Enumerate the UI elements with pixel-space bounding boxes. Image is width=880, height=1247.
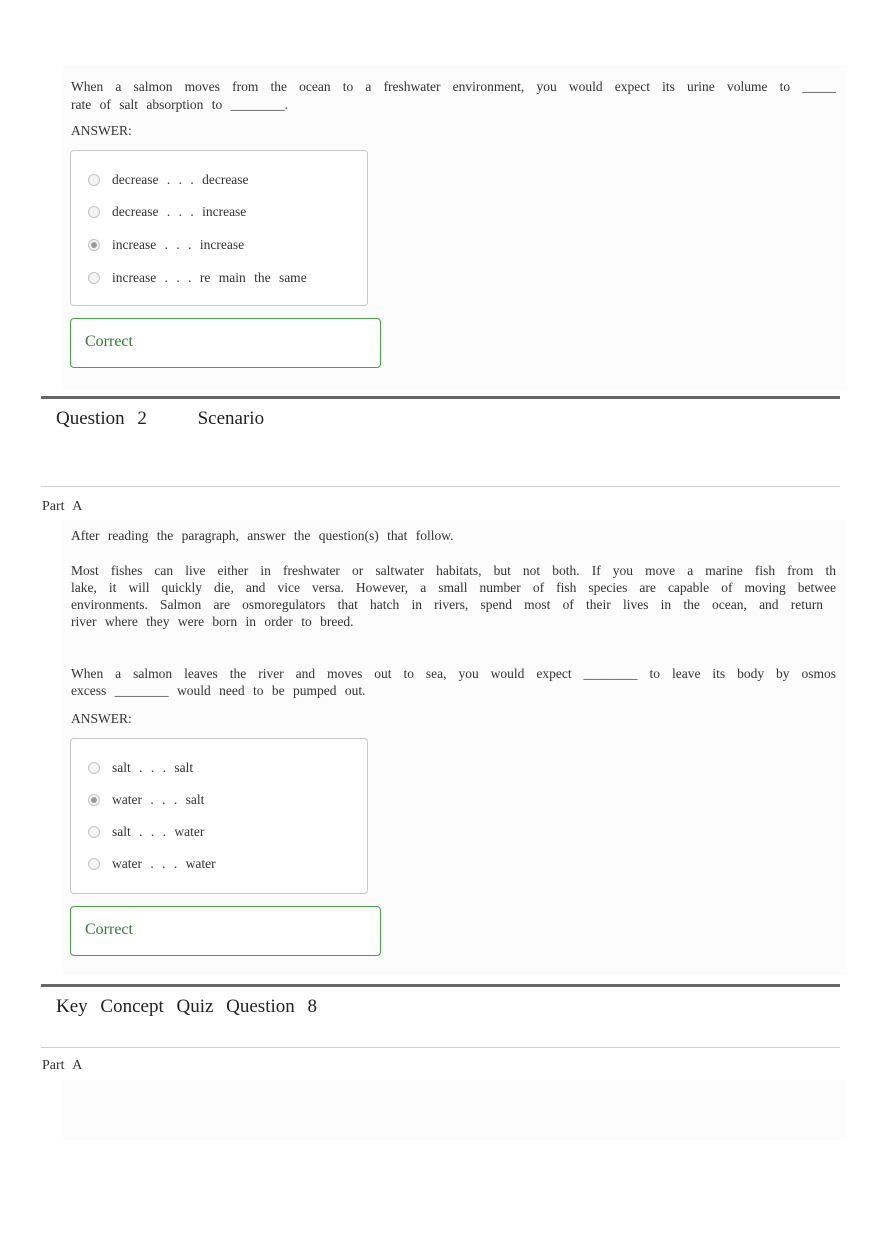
q3-title: Key Concept Quiz Question 8: [56, 996, 318, 1017]
q1-feedback-correct: [70, 318, 381, 368]
q2-prompt-line2: excess ________ would need to be pumped out.: [71, 683, 366, 698]
q2-subtitle: Scenario: [197, 408, 265, 429]
question3-panel: [62, 1080, 847, 1140]
q2-heading: [56, 408, 282, 430]
q2-choice-1[interactable]: [88, 758, 193, 778]
choice-label: salt . . . water: [112, 824, 205, 839]
q2-choice-3[interactable]: [88, 822, 204, 842]
choice-label: increase . . . increase: [112, 237, 245, 252]
q2-part-label: Part A: [42, 499, 83, 514]
q1-answer-label: ANSWER:: [71, 123, 132, 138]
q1-prompt-line2: rate of salt absorption to ________.: [71, 97, 288, 112]
q1-prompt-line1: When a salmon moves from the ocean to a freshwater environment, you would expect its urine volume to _____: [71, 79, 836, 94]
heading-divider: [41, 486, 840, 487]
q1-choices: [70, 150, 368, 306]
q2-paragraph-line3: environments. Salmon are osmoregulators that hatch in rivers, spend most of their lives in the ocean, and return: [71, 597, 823, 612]
q2-prompt-line1: When a salmon leaves the river and moves out to sea, you would expect ________ to leave its body by osmos: [71, 666, 836, 681]
radio-button-icon[interactable]: [88, 272, 100, 284]
q1-choice-2[interactable]: [88, 202, 246, 222]
radio-button-selected-icon[interactable]: [88, 239, 100, 251]
q2-paragraph-line4: river where they were born in order to breed.: [71, 614, 354, 629]
radio-button-icon[interactable]: [88, 762, 100, 774]
q2-paragraph-line2: lake, it will quickly die, and vice versa. However, a small number of fish species are capable of moving betwee: [71, 580, 836, 595]
q1-choice-1[interactable]: [88, 170, 249, 190]
radio-button-icon[interactable]: [88, 174, 100, 186]
choice-label: decrease . . . decrease: [112, 172, 249, 187]
heading-divider: [41, 1047, 840, 1048]
q1-choice-3[interactable]: [88, 235, 244, 255]
q2-instruction: After reading the paragraph, answer the question(s) that follow.: [71, 528, 454, 543]
choice-label: water . . . water: [112, 856, 216, 871]
q2-choice-2[interactable]: [88, 790, 204, 810]
section-divider: [41, 396, 840, 399]
choice-label: salt . . . salt: [112, 760, 194, 775]
section-divider: [41, 984, 840, 987]
q2-answer-label: ANSWER:: [71, 711, 132, 726]
feedback-text: Correct: [85, 921, 133, 938]
feedback-text: Correct: [85, 333, 133, 350]
q3-part-label: Part A: [42, 1058, 83, 1073]
radio-button-icon[interactable]: [88, 826, 100, 838]
q2-choice-4[interactable]: [88, 854, 216, 874]
choice-label: water . . . salt: [112, 792, 205, 807]
q3-heading: [56, 996, 335, 1018]
choice-label: increase . . . re main the same: [112, 270, 307, 285]
radio-button-icon[interactable]: [88, 858, 100, 870]
choice-label: decrease . . . increase: [112, 204, 247, 219]
q2-feedback-correct: [70, 906, 381, 956]
q2-choices: [70, 738, 368, 894]
q1-choice-4[interactable]: [88, 268, 307, 288]
radio-button-icon[interactable]: [88, 206, 100, 218]
q2-title: Question 2: [56, 408, 147, 429]
radio-button-selected-icon[interactable]: [88, 794, 100, 806]
q2-paragraph-line1: Most fishes can live either in freshwater or saltwater habitats, but not both. If you move a marine fish from th: [71, 563, 836, 578]
